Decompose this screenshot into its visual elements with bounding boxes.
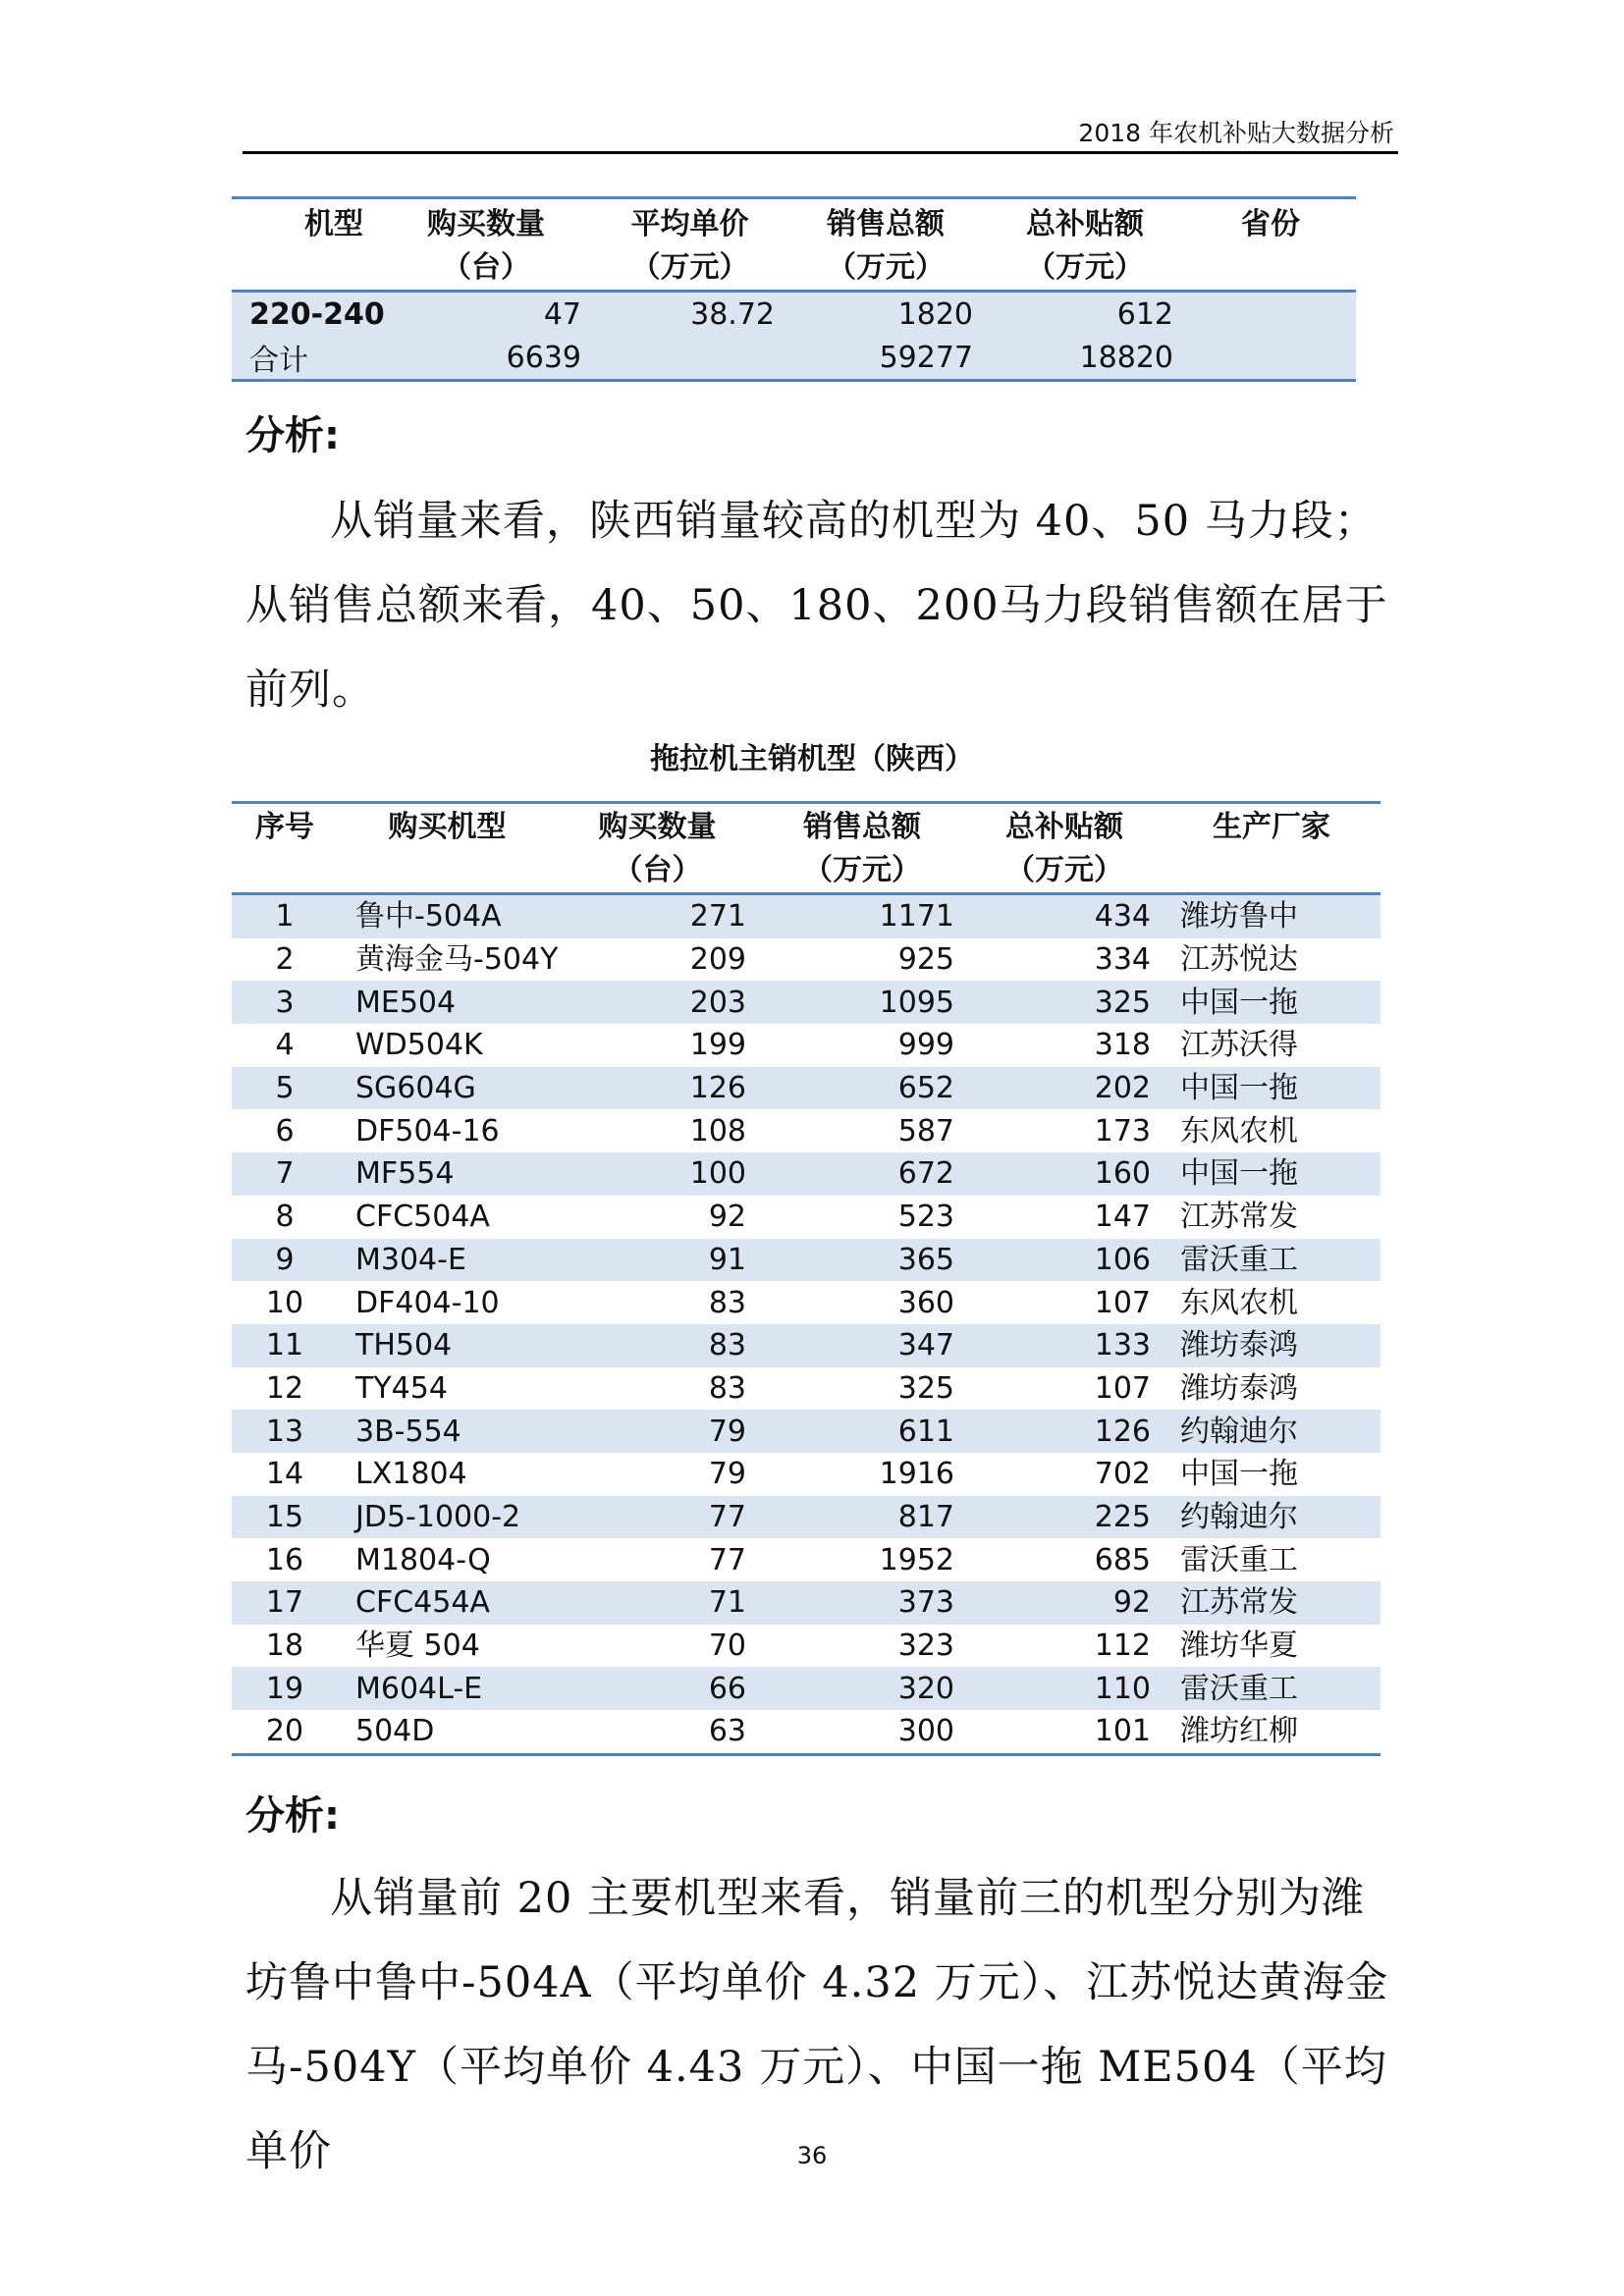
column-header: 总补贴额 （万元） [1026, 207, 1144, 285]
table-row [232, 292, 1356, 337]
cell-manufacturer: 中国一拖 [1163, 1152, 1380, 1196]
cell-subsidy: 147 [1094, 1200, 1151, 1235]
page-number: 36 [796, 2142, 828, 2169]
table-row [232, 1239, 1380, 1282]
cell-sales: 323 [897, 1629, 954, 1664]
cell-index: 18 [265, 1629, 304, 1664]
cell-sales: 1171 [758, 894, 966, 938]
cell-qty: 199 [689, 1028, 746, 1063]
analysis-heading: 分析: [245, 413, 340, 458]
cell-sales: 611 [758, 1410, 966, 1453]
cell-sales: 817 [758, 1496, 966, 1539]
table-row [232, 1109, 1380, 1152]
cell-model: 合计 [232, 336, 379, 381]
cell-index: 16 [265, 1542, 304, 1577]
cell-model: M604L-E [338, 1667, 557, 1710]
cell-province [1185, 292, 1356, 337]
cell-avg-price: 38.72 [593, 292, 786, 337]
table-row [232, 1538, 1380, 1581]
cell-qty: 209 [689, 942, 746, 978]
cell-qty: 271 [557, 894, 758, 938]
cell-model: WD504K [355, 1028, 483, 1063]
cell-sales: 300 [897, 1714, 954, 1749]
cell-subsidy: 173 [1094, 1113, 1151, 1148]
column-header: 购买机型 [388, 810, 507, 844]
cell-sales: 523 [897, 1200, 954, 1235]
cell-model: JD5-1000-2 [338, 1496, 557, 1539]
table-row [232, 1024, 1380, 1067]
cell-model: 华夏 504 [355, 1629, 480, 1664]
column-header: 购买数量 （台） [427, 207, 545, 285]
cell-subsidy: 92 [966, 1581, 1163, 1625]
cell-index: 12 [265, 1370, 304, 1406]
cell-manufacturer: 潍坊泰鸿 [1163, 1324, 1380, 1367]
cell-index: 9 [232, 1239, 338, 1282]
cell-sales: 373 [758, 1581, 966, 1625]
column-header: 平均单价 （万元） [630, 207, 749, 285]
cell-model: 3B-554 [338, 1410, 557, 1453]
column-header: 生产厂家 [1213, 810, 1330, 844]
table-header-row [232, 198, 1356, 292]
cell-manufacturer: 潍坊鲁中 [1163, 894, 1380, 938]
cell-qty: 47 [379, 292, 593, 337]
cell-subsidy: 110 [966, 1667, 1163, 1710]
cell-subsidy: 101 [1094, 1714, 1151, 1749]
cell-subsidy: 202 [966, 1067, 1163, 1110]
cell-sales: 1095 [758, 981, 966, 1024]
column-header: 省份 [1241, 207, 1300, 241]
running-title: 2018 年农机补贴大数据分析 [1078, 119, 1394, 147]
column-header: 销售总额 （万元） [803, 810, 921, 887]
cell-subsidy: 112 [1094, 1629, 1151, 1664]
table-row [232, 1410, 1380, 1453]
cell-model: MF554 [338, 1152, 557, 1196]
table-row [232, 894, 1380, 938]
cell-manufacturer: 中国一拖 [1163, 1067, 1380, 1110]
cell-sales: 587 [897, 1113, 954, 1148]
table-row-total [232, 336, 1356, 381]
cell-model: LX1804 [355, 1457, 467, 1492]
table-row [232, 981, 1380, 1024]
cell-sales: 1916 [879, 1457, 954, 1492]
cell-subsidy: 107 [1094, 1285, 1151, 1320]
cell-province [1185, 336, 1356, 381]
cell-qty: 83 [708, 1370, 746, 1406]
cell-manufacturer: 雷沃重工 [1163, 1667, 1380, 1710]
cell-index: 7 [232, 1152, 338, 1196]
cell-sales: 347 [758, 1324, 966, 1367]
cell-index: 17 [232, 1581, 338, 1625]
cell-manufacturer: 中国一拖 [1163, 981, 1380, 1024]
cell-index: 8 [275, 1200, 295, 1235]
cell-manufacturer: 潍坊华夏 [1180, 1629, 1298, 1664]
cell-manufacturer: 江苏沃得 [1180, 1028, 1298, 1063]
cell-sales: 652 [758, 1067, 966, 1110]
cell-index: 13 [232, 1410, 338, 1453]
cell-subsidy: 106 [966, 1239, 1163, 1282]
table-row [232, 1152, 1380, 1196]
cell-sales: 1820 [786, 292, 985, 337]
column-header: 序号 [255, 810, 314, 844]
cell-index: 19 [232, 1667, 338, 1710]
cell-sales: 672 [758, 1152, 966, 1196]
cell-qty: 66 [557, 1667, 758, 1710]
cell-qty: 70 [708, 1629, 746, 1664]
cell-qty: 63 [708, 1714, 746, 1749]
cell-subsidy: 685 [1094, 1542, 1151, 1577]
cell-index: 14 [265, 1457, 304, 1492]
cell-qty: 71 [557, 1581, 758, 1625]
cell-sales: 365 [758, 1239, 966, 1282]
cell-subsidy: 225 [966, 1496, 1163, 1539]
cell-qty: 91 [557, 1239, 758, 1282]
cell-sales: 1952 [879, 1542, 954, 1577]
cell-subsidy: 612 [985, 292, 1185, 337]
cell-model: TY454 [355, 1370, 448, 1406]
analysis-paragraph: 从销量来看，陕西销量较高的机型为 40、50 马力段；从销售总额来看，40、50、180、200马力段销售额在居于前列。 [245, 497, 1388, 715]
cell-index: 11 [232, 1324, 338, 1367]
cell-model: ME504 [338, 981, 557, 1024]
cell-qty: 83 [708, 1285, 746, 1320]
page-header [243, 110, 1398, 154]
cell-model: 504D [355, 1714, 435, 1749]
table-row [232, 1067, 1380, 1110]
cell-manufacturer: 江苏常发 [1163, 1581, 1380, 1625]
cell-sales: 59277 [786, 336, 985, 381]
cell-sales: 360 [897, 1285, 954, 1320]
cell-manufacturer: 潍坊红柳 [1180, 1714, 1298, 1749]
cell-model: DF404-10 [355, 1285, 500, 1320]
cell-qty: 79 [708, 1457, 746, 1492]
cell-subsidy: 702 [1094, 1457, 1151, 1492]
cell-model: DF504-16 [355, 1113, 500, 1148]
cell-subsidy: 325 [966, 981, 1163, 1024]
cell-subsidy: 107 [1094, 1370, 1151, 1406]
cell-manufacturer: 江苏常发 [1180, 1200, 1298, 1235]
cell-index: 10 [265, 1285, 304, 1320]
cell-model: M1804-Q [355, 1542, 491, 1577]
cell-qty: 79 [557, 1410, 758, 1453]
cell-qty: 77 [557, 1496, 758, 1539]
table-row [232, 938, 1380, 982]
cell-index: 4 [275, 1028, 295, 1063]
cell-model: CFC454A [338, 1581, 557, 1625]
cell-manufacturer: 雷沃重工 [1163, 1239, 1380, 1282]
table-row [232, 1196, 1380, 1239]
column-header: 总补贴额 （万元） [1005, 810, 1123, 887]
column-header: 购买数量 （台） [598, 810, 717, 887]
cell-index: 6 [275, 1113, 295, 1148]
analysis-heading-2: 分析: [245, 1793, 340, 1839]
column-header: 销售总额 （万元） [827, 207, 945, 285]
cell-qty: 100 [557, 1152, 758, 1196]
cell-avg-price [593, 336, 786, 381]
cell-subsidy: 133 [966, 1324, 1163, 1367]
table-header-row [232, 803, 1380, 894]
cell-manufacturer: 东风农机 [1180, 1113, 1298, 1148]
cell-sales: 325 [897, 1370, 954, 1406]
cell-manufacturer: 东风农机 [1180, 1285, 1298, 1320]
cell-qty: 92 [708, 1200, 746, 1235]
cell-index: 2 [275, 942, 295, 978]
cell-model: 鲁中-504A [338, 894, 557, 938]
cell-index: 15 [232, 1496, 338, 1539]
cell-index: 1 [232, 894, 338, 938]
cell-model: 220-240 [232, 292, 379, 337]
cell-model: CFC504A [355, 1200, 490, 1235]
cell-sales: 320 [758, 1667, 966, 1710]
cell-subsidy: 434 [966, 894, 1163, 938]
cell-model: SG604G [338, 1067, 557, 1110]
cell-model: 黄海金马-504Y [355, 942, 559, 978]
cell-sales: 999 [897, 1028, 954, 1063]
cell-manufacturer: 约翰迪尔 [1163, 1496, 1380, 1539]
cell-qty: 6639 [379, 336, 593, 381]
cell-manufacturer: 约翰迪尔 [1163, 1410, 1380, 1453]
cell-model: M304-E [338, 1239, 557, 1282]
cell-subsidy: 160 [966, 1152, 1163, 1196]
cell-subsidy: 334 [1094, 942, 1151, 978]
cell-manufacturer: 江苏悦达 [1180, 942, 1298, 978]
table-row [232, 1667, 1380, 1710]
cell-qty: 203 [557, 981, 758, 1024]
cell-subsidy: 126 [966, 1410, 1163, 1453]
table-horsepower-summary [232, 196, 1356, 382]
cell-manufacturer: 潍坊泰鸿 [1180, 1370, 1298, 1406]
table-row [232, 1453, 1380, 1496]
cell-manufacturer: 雷沃重工 [1180, 1542, 1298, 1577]
cell-index: 20 [265, 1714, 304, 1749]
cell-subsidy: 18820 [985, 336, 1185, 381]
cell-model: TH504 [338, 1324, 557, 1367]
table-title: 拖拉机主销机型（陕西） [650, 742, 974, 776]
cell-sales: 925 [897, 942, 954, 978]
cell-qty: 108 [689, 1113, 746, 1148]
cell-qty: 126 [557, 1067, 758, 1110]
table-top-models-shaanxi [232, 801, 1380, 1756]
cell-manufacturer: 中国一拖 [1180, 1457, 1298, 1492]
cell-subsidy: 318 [1094, 1028, 1151, 1063]
cell-qty: 77 [708, 1542, 746, 1577]
cell-index: 3 [232, 981, 338, 1024]
column-header: 机型 [304, 207, 363, 241]
table-row [232, 1324, 1380, 1367]
table-row [232, 1281, 1380, 1324]
cell-index: 5 [232, 1067, 338, 1110]
table-row [232, 1496, 1380, 1539]
cell-qty: 83 [557, 1324, 758, 1367]
table-row [232, 1367, 1380, 1411]
analysis-paragraph-2: 从销量前 20 主要机型来看，销量前三的机型分别为潍坊鲁中鲁中-504A（平均单价 4.32 万元）、江苏悦达黄海金马-504Y（平均单价 4.43 万元）、中国一拖 ME504（平均单价 [245, 1874, 1389, 2176]
table-row [232, 1625, 1380, 1668]
table-row [232, 1710, 1380, 1754]
table-row [232, 1581, 1380, 1625]
